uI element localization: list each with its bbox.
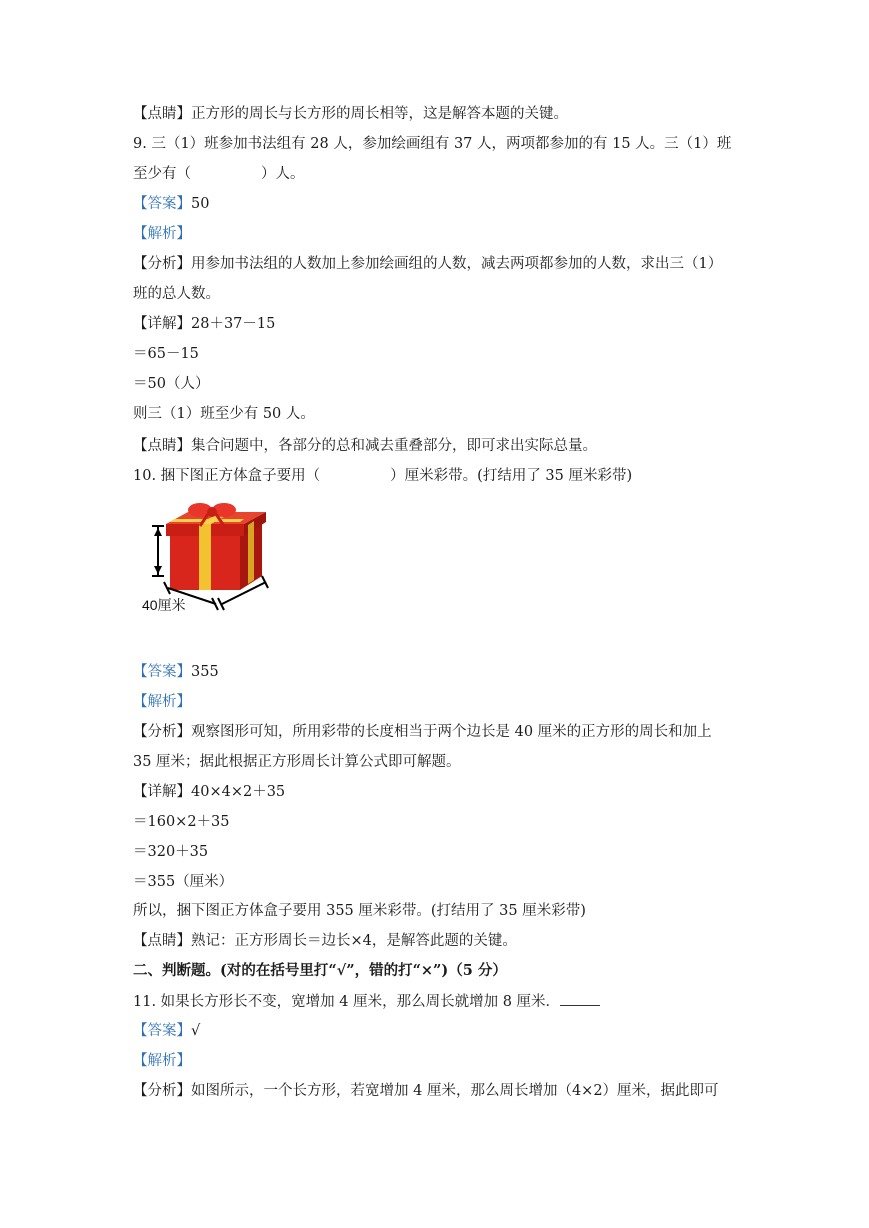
- analysis-heading: 【解析】: [133, 694, 191, 710]
- analysis-line: 【分析】用参加书法组的人数加上参加绘画组的人数，减去两项都参加的人数，求出三（1）: [133, 256, 723, 272]
- question-9-blank-line: 至少有（ ）人。: [133, 166, 305, 182]
- question-11: 11. 如果长方形长不变，宽增加 4 厘米，那么周长就增加 8 厘米．: [133, 991, 600, 1012]
- conclusion-line: 所以，捆下图正方体盒子要用 355 厘米彩带。(打结用了 35 厘米彩带): [133, 903, 586, 919]
- conclusion-line: 则三（1）班至少有 50 人。: [133, 406, 315, 422]
- analysis-line: 【分析】观察图形可知，所用彩带的长度相当于两个边长是 40 厘米的正方形的周长和加上: [133, 724, 712, 740]
- answer-line: 【答案】355: [133, 664, 219, 680]
- analysis-line-cont: 班的总人数。: [133, 286, 220, 302]
- analysis-line: 【分析】如图所示，一个长方形，若宽增加 4 厘米，那么周长增加（4×2）厘米，据此即可: [133, 1083, 719, 1099]
- calc-step: ＝50（人）: [133, 376, 210, 392]
- question-10: 10. 捆下图正方体盒子要用（ ）厘米彩带。(打结用了 35 厘米彩带): [133, 468, 633, 484]
- detail-line: 【详解】40×4×2＋35: [133, 784, 286, 800]
- calc-step: ＝160×2＋35: [133, 814, 230, 830]
- calc-step: ＝320＋35: [133, 844, 209, 860]
- detail-line: 【详解】28＋37－15: [133, 316, 276, 332]
- calc-step: ＝355（厘米）: [133, 874, 234, 890]
- note-line: 【点睛】正方形的周长与长方形的周长相等，这是解答本题的关键。: [133, 106, 568, 122]
- question-9: 9. 三（1）班参加书法组有 28 人，参加绘画组有 37 人，两项都参加的有 15 人。三（1）班: [133, 136, 732, 152]
- analysis-heading: 【解析】: [133, 1053, 191, 1069]
- note-line: 【点睛】集合问题中，各部分的总和减去重叠部分，即可求出实际总量。: [133, 438, 597, 454]
- gift-box-figure: [138, 498, 278, 618]
- figure-label: 40厘米: [142, 597, 186, 613]
- note-line: 【点睛】熟记：正方形周长＝边长×4，是解答此题的关键。: [133, 933, 517, 949]
- section-heading: 二、判断题。(对的在括号里打“√”，错的打“×”)（5 分）: [133, 962, 507, 979]
- answer-line: 【答案】50: [133, 196, 210, 212]
- analysis-line-cont: 35 厘米；据此根据正方形周长计算公式即可解题。: [133, 754, 461, 770]
- analysis-heading: 【解析】: [133, 226, 191, 242]
- answer-underline: [560, 991, 600, 1006]
- calc-step: ＝65－15: [133, 346, 199, 362]
- answer-line: 【答案】√: [133, 1023, 201, 1039]
